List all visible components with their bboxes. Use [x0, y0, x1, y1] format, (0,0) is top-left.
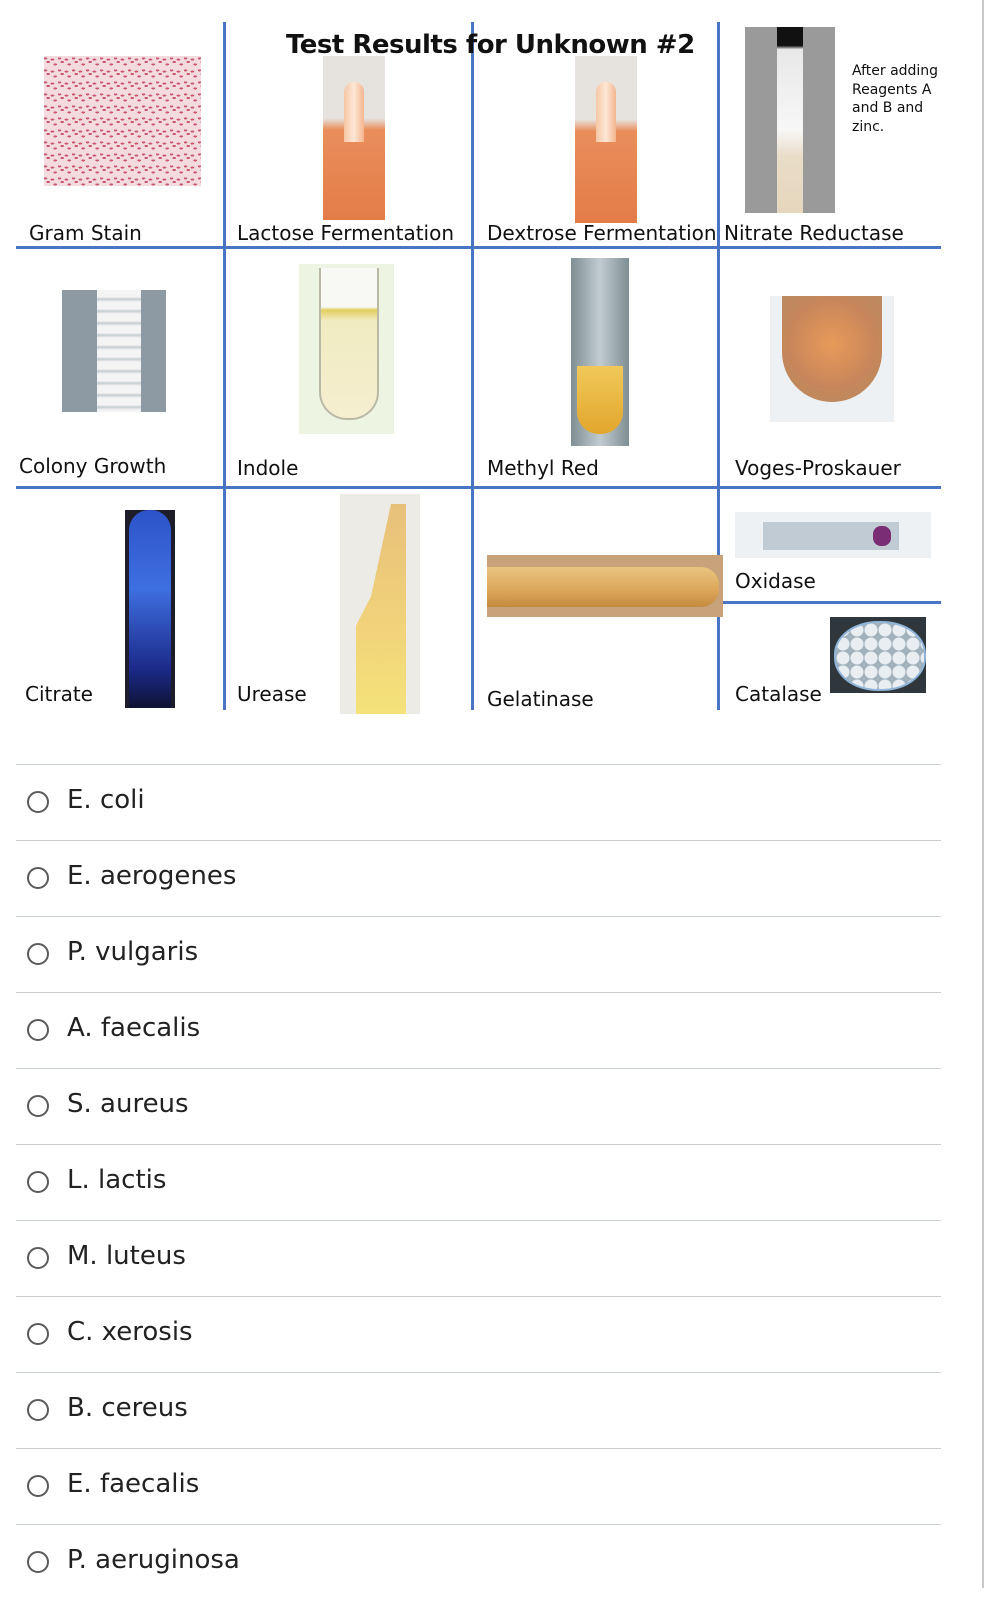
grid-line [16, 246, 941, 249]
catalase-label: Catalase [735, 682, 822, 706]
dextrose-tube-image [575, 56, 637, 223]
choice-label[interactable]: M. luteus [67, 1241, 186, 1271]
indole-label: Indole [237, 456, 299, 480]
choice-item[interactable] [16, 1372, 941, 1448]
nitrate-label: Nitrate Reductase [724, 221, 904, 245]
choice-item[interactable] [16, 916, 941, 992]
choice-label[interactable]: S. aureus [67, 1089, 189, 1119]
choice-item[interactable] [16, 1144, 941, 1220]
methyl-red-tube-image [571, 258, 629, 446]
radio-button[interactable] [27, 1171, 49, 1193]
colony-label: Colony Growth [19, 454, 167, 478]
radio-button[interactable] [27, 1551, 49, 1573]
grid-line [16, 486, 941, 489]
gram-stain-image [44, 56, 201, 186]
radio-button[interactable] [27, 1475, 49, 1497]
nitrate-note: After adding Reagents A and B and zinc. [852, 63, 939, 135]
oxidase-label: Oxidase [735, 569, 816, 593]
radio-button[interactable] [27, 867, 49, 889]
choice-label[interactable]: L. lactis [67, 1165, 167, 1195]
lactose-tube-image [323, 56, 385, 220]
oxidase-strip-image [735, 512, 931, 558]
radio-button[interactable] [27, 1399, 49, 1421]
choice-item[interactable] [16, 1296, 941, 1372]
gelatinase-label: Gelatinase [487, 687, 594, 711]
choice-label[interactable]: C. xerosis [67, 1317, 193, 1347]
figure-title: Test Results for Unknown #2 [286, 30, 695, 60]
choice-label[interactable]: P. vulgaris [67, 937, 199, 967]
choice-item[interactable] [16, 764, 941, 840]
choice-item[interactable] [16, 1524, 941, 1600]
indole-tube-image [299, 264, 394, 434]
choice-label[interactable]: E. faecalis [67, 1469, 200, 1499]
catalase-dish-image [830, 617, 926, 693]
grid-line [471, 22, 474, 710]
voges-proskauer-tube-image [770, 296, 894, 422]
answer-choices [16, 764, 941, 1600]
choice-item[interactable] [16, 992, 941, 1068]
choice-item[interactable] [16, 1448, 941, 1524]
dextrose-label: Dextrose Fermentation [487, 221, 717, 245]
radio-button[interactable] [27, 1095, 49, 1117]
nitrate-tube-image [745, 27, 835, 213]
citrate-slant-image [125, 510, 175, 708]
gelatinase-tube-image [487, 555, 723, 617]
choice-label[interactable]: B. cereus [67, 1393, 188, 1423]
choice-label[interactable]: P. aeruginosa [67, 1545, 240, 1575]
test-results-figure [0, 0, 988, 730]
radio-button[interactable] [27, 1247, 49, 1269]
choice-item[interactable] [16, 1068, 941, 1144]
radio-button[interactable] [27, 791, 49, 813]
urease-label: Urease [237, 682, 307, 706]
radio-button[interactable] [27, 1019, 49, 1041]
choice-label[interactable]: E. coli [67, 785, 145, 815]
radio-button[interactable] [27, 1323, 49, 1345]
radio-button[interactable] [27, 943, 49, 965]
urease-slant-image [340, 494, 420, 714]
choice-item[interactable] [16, 1220, 941, 1296]
voges-label: Voges-Proskauer [735, 456, 901, 480]
choice-label[interactable]: E. aerogenes [67, 861, 237, 891]
gram-stain-label: Gram Stain [29, 221, 142, 245]
choice-item[interactable] [16, 840, 941, 916]
choice-label[interactable]: A. faecalis [67, 1013, 201, 1043]
citrate-label: Citrate [25, 682, 93, 706]
colony-growth-image [62, 290, 166, 412]
lactose-label: Lactose Fermentation [237, 221, 455, 245]
grid-line [721, 601, 941, 604]
methyl-red-label: Methyl Red [487, 456, 599, 480]
grid-line [223, 22, 226, 710]
